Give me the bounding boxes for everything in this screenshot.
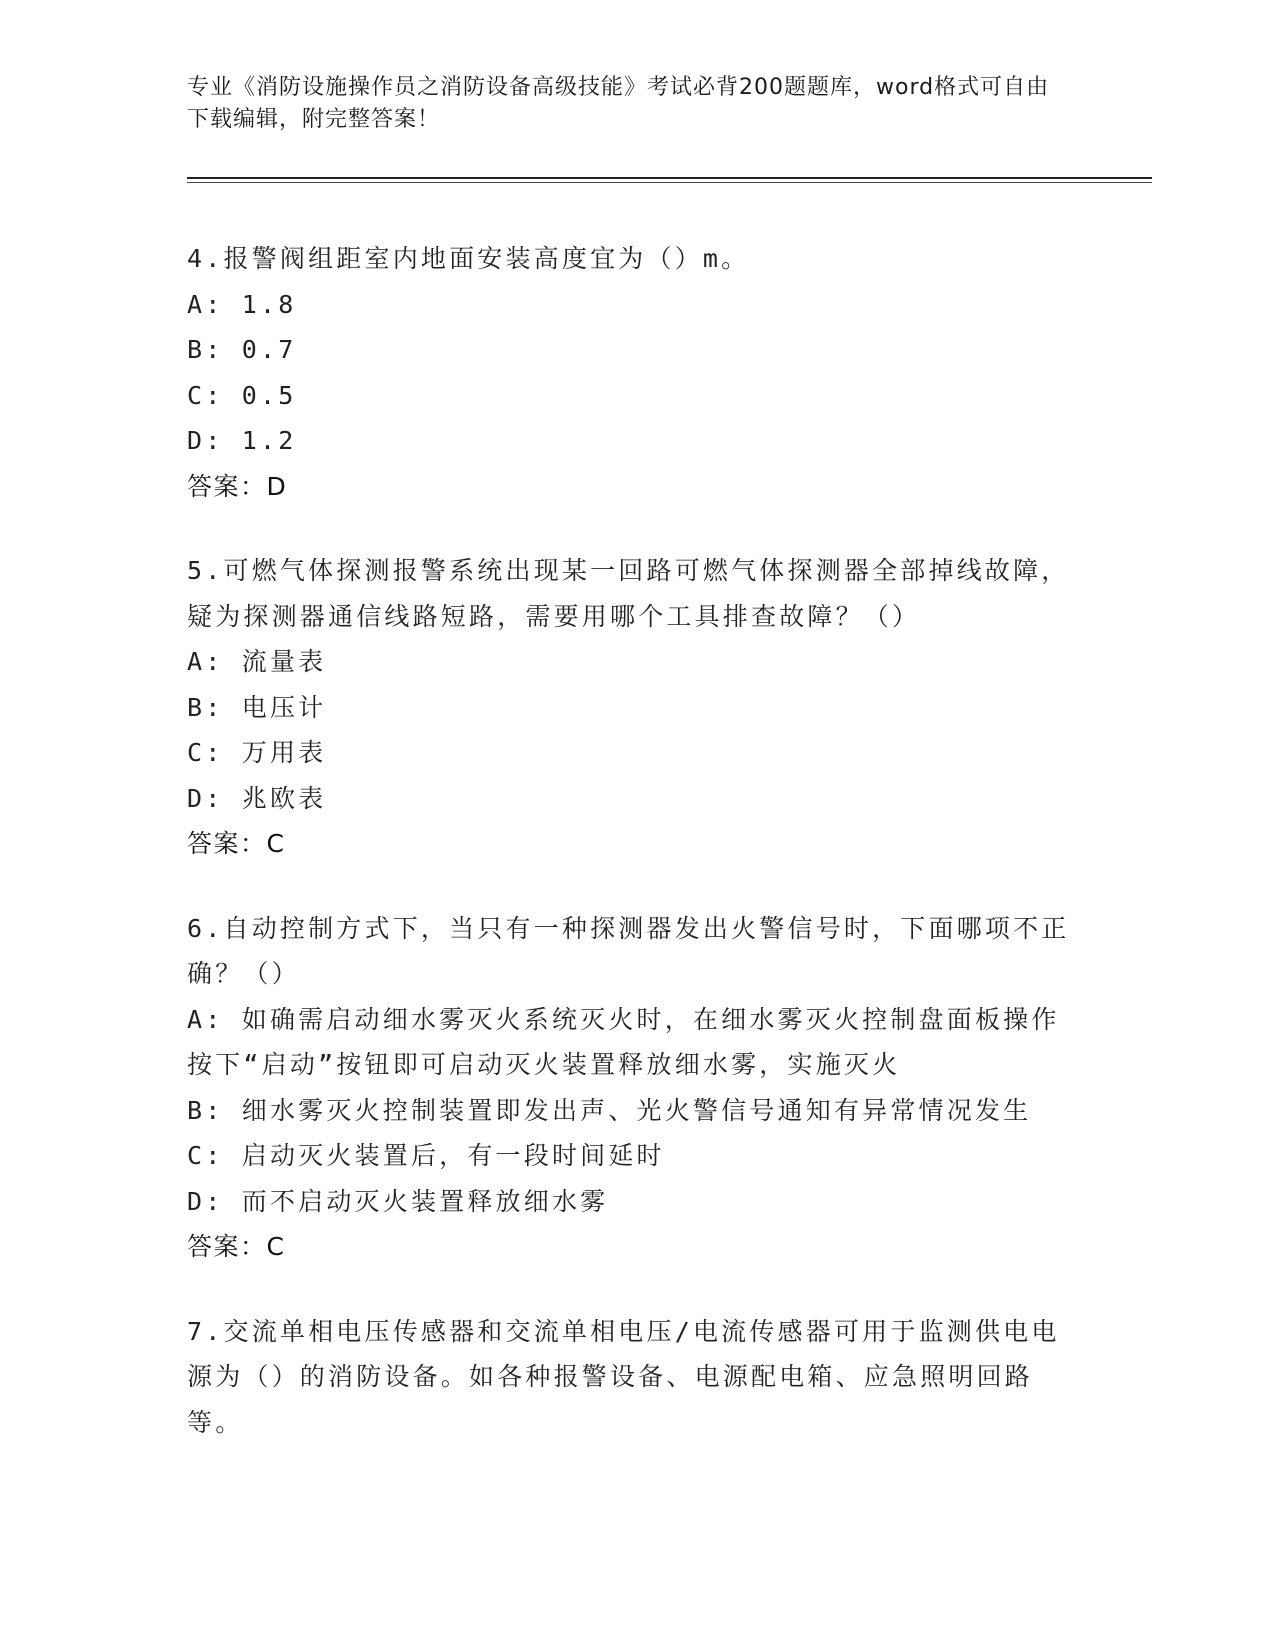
option-b: B: 0.7 [187,335,297,364]
option-c: C: 启动灭火装置后，有一段时间延时 [187,1141,665,1170]
question-list [187,236,1087,1484]
question-text: 7.交流单相电压传感器和交流单相电压/电流传感器可用于监测供电电源为（）的消防设备。如各种报警设备、电源配电箱、应急照明回路等。 [187,1316,1060,1437]
header-title: 专业《消防设施操作员之消防设备高级技能》考试必背200题题库，word格式可自由下载编辑，附完整答案！ [187,75,1050,132]
question-4 [187,236,1087,509]
option-d: D: 兆欧表 [187,783,327,813]
option-a: A: 流量表 [187,647,327,676]
answer-label: 答案：C [187,829,286,858]
header-divider-thick [187,177,1152,179]
header-divider-thin [187,182,1152,183]
question-5 [187,548,1087,867]
option-d: D: 1.2 [187,426,297,455]
document-header [187,72,1067,136]
option-a: A: 1.8 [187,289,297,319]
answer-label: 答案：C [187,1232,286,1261]
question-6 [187,906,1087,1270]
question-text: 6.自动控制方式下，当只有一种探测器发出火警信号时，下面哪项不正确？（） [187,913,1070,988]
option-c: C: 万用表 [187,738,327,767]
option-b: B: 电压计 [187,692,327,722]
answer-label: 答案：D [187,471,288,501]
option-d: D: 而不启动灭火装置释放细水雾 [187,1186,609,1216]
option-b: B: 细水雾灭火控制装置即发出声、光火警信号通知有异常情况发生 [187,1095,1032,1125]
question-text: 5.可燃气体探测报警系统出现某一回路可燃气体探测器全部掉线故障，疑为探测器通信线路短路，需要用哪个工具排查故障？（） [187,556,1070,631]
question-text: 4.报警阀组距室内地面安装高度宜为（）m。 [187,244,750,273]
option-c: C: 0.5 [187,380,297,410]
option-a: A: 如确需启动细水雾灭火系统灭火时，在细水雾灭火控制盘面板操作按下“启动”按钮即可启动灭火装置释放细水雾，实施灭火 [187,1004,1060,1079]
question-7 [187,1309,1087,1446]
